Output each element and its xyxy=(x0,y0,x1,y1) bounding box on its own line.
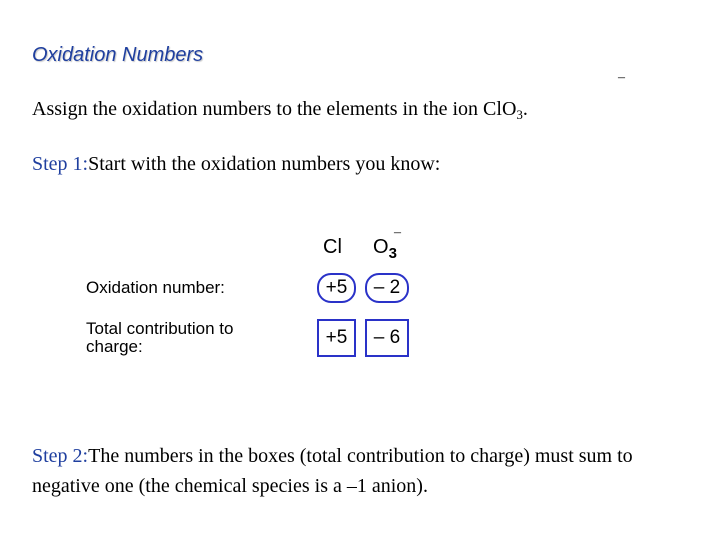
step-2-label: Step 2: xyxy=(32,445,89,467)
intro-period: . xyxy=(522,98,528,120)
header-o-charge-mark: – xyxy=(394,225,401,240)
step-2-text: The numbers in the boxes (total contribution to charge) must sum to negative one (the chemical species is a –1 anion). xyxy=(32,445,633,497)
step-1-text: Start with the oxidation numbers you know: xyxy=(88,153,441,175)
page-title: Oxidation Numbers xyxy=(32,44,204,66)
total-contribution-cl: +5 xyxy=(317,319,356,357)
row-label-oxidation-number: Oxidation number: xyxy=(86,278,225,297)
intro-text xyxy=(32,98,528,123)
row-label-total-contribution: Total contribution to charge: xyxy=(86,319,234,356)
total-contribution-o: – 6 xyxy=(365,319,409,357)
step-1-label: Step 1: xyxy=(32,153,89,175)
header-o-subscript: 3 xyxy=(388,245,397,262)
step-1 xyxy=(32,153,440,176)
header-cl: Cl xyxy=(323,236,342,258)
oxidation-number-o: – 2 xyxy=(365,273,409,303)
oxidation-number-cl: +5 xyxy=(317,273,356,303)
intro-subscript: 3 xyxy=(516,107,523,122)
intro-charge-mark: – xyxy=(618,70,625,85)
step-2 xyxy=(32,441,702,501)
intro-sentence: Assign the oxidation numbers to the elements in the ion ClO xyxy=(32,98,517,120)
header-o: O xyxy=(373,236,389,258)
